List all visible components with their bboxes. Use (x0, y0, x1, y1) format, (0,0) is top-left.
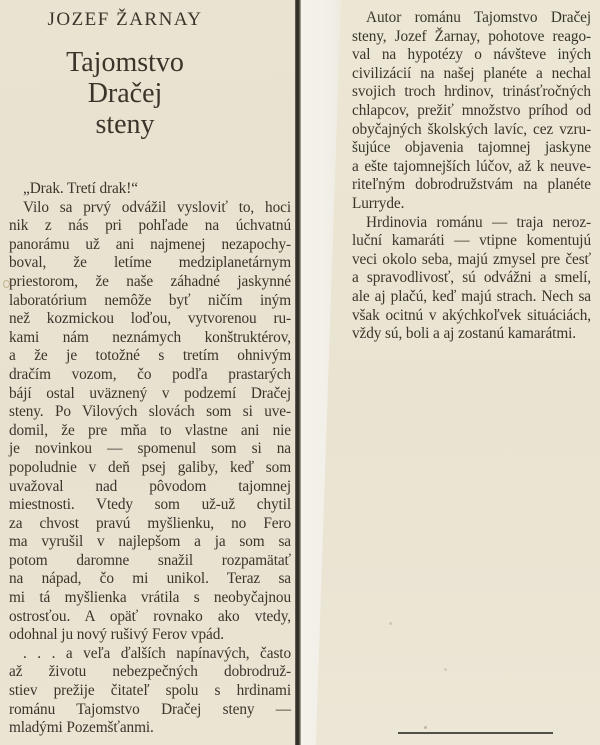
text-line: Hrdinovia románu — traja neroz- (366, 213, 591, 231)
text-line: Vilo sa prvý odvážil vysloviť to, hoci (23, 198, 291, 216)
text-line: až životu nebezpečných dobrodruž- (9, 663, 291, 681)
text-line: laboratórium nemôže byť ničím iným (9, 291, 291, 309)
text-line: mi tá myšlienka vrátila s neobyčajnou (9, 589, 291, 607)
text-line: ostrosťou. A opäť rovnako ako vtedy, (9, 607, 291, 625)
text-line: mladými Pozemšťanmi. (9, 719, 154, 737)
paragraph (9, 180, 291, 199)
text-line: „Drak. Tretí drak!“ (23, 180, 138, 197)
text-line: ma vyrušil v najlepšom a ja som sa (9, 533, 291, 551)
text-line: steny, Jozef Žarnay, pohotove reago- (352, 27, 591, 45)
book-title (0, 47, 250, 140)
paragraph (9, 645, 291, 738)
text-line: popoludnie v deň psej galiby, keď som (9, 458, 291, 476)
title-line: Tajomstvo (66, 47, 184, 78)
text-line: než kozmickou loďou, vytvorenou ru- (9, 310, 291, 328)
dust-speck (424, 726, 427, 729)
text-line: odohnal ju nový rušivý Ferov vpád. (9, 626, 224, 644)
text-line: je novinkou — spomenul som si na (9, 440, 291, 458)
left-page (0, 0, 295, 745)
text-line: obyčajných školských lavíc, cez vzru- (352, 120, 591, 138)
text-line: steny. Po Vilových slovách som si uve- (9, 403, 291, 421)
footer-rule (398, 732, 553, 734)
text-line: však ocitnú v akýchkoľvek situáciách, (352, 306, 591, 324)
text-line: stiev prežije čitateľ spolu s hrdinami (9, 682, 291, 700)
dust-speck (444, 668, 447, 671)
text-line: dračím vozom, čo podľa prastarých (9, 365, 291, 383)
text-line: priestorom, že naše záhadné jaskynné (9, 272, 291, 290)
text-line: a ešte tajomnejších lúčov, až k neuve- (352, 157, 591, 175)
text-line: bájí ostal uväznený v podzemí Dračej (9, 384, 291, 402)
text-line: panorámu už ani najmenej nezapochy- (9, 235, 291, 253)
dust-speck (389, 622, 392, 625)
text-line: svojich troch hrdinov, trinásťročných (352, 83, 591, 101)
text-line: za chvost pravú myšlienku, no Fero (9, 514, 291, 532)
text-line: boval, že letíme medziplanetárnym (9, 254, 291, 272)
text-line: Autor románu Tajomstvo Dračej (366, 9, 591, 26)
paragraph (352, 214, 591, 344)
text-line: románu Tajomstvo Dračej steny — (9, 700, 291, 718)
text-line: na nápad, čo mi unikol. Teraz sa (9, 570, 291, 588)
title-line: Dračej (87, 78, 163, 109)
text-line: šujúce objavenia tajomnej jaskyne (352, 139, 591, 157)
text-line: kami nám neznámych konštruktérov, (9, 328, 291, 346)
text-line: . . . a veľa ďalších napínavých, často (23, 644, 291, 662)
text-line: riteľným dobrodružstvám na planéte (352, 176, 591, 194)
text-line: a spravodlivosť, sú odvážni a smelí, (352, 269, 591, 287)
paragraph (352, 9, 591, 214)
right-column-text (352, 9, 591, 344)
text-line: Lurryde. (352, 194, 405, 212)
spine-shadow-line (294, 0, 301, 745)
text-line: nik z nás pri pohľade na úchvatnú (9, 217, 291, 235)
text-line: potom daromne snažil rozpamätať (9, 551, 291, 569)
text-line: domil, že pre mňa to vlastne ani nie (9, 421, 291, 439)
left-column-text (9, 180, 291, 738)
text-line: chlapcov, prežiť množstvo príhod od (352, 101, 591, 119)
text-line: vždy sú, boli a aj zostanú kamarátmi. (352, 325, 576, 343)
text-line: val na hypotézy o návšteve iných (352, 46, 591, 64)
text-line: ale aj plačú, keď majú strach. Nech sa (352, 287, 591, 305)
text-line: miestnosti. Vtedy som už-už chytil (9, 496, 291, 514)
text-line: civilizácií na našej planéte a nechal (352, 64, 591, 82)
text-line: uvažoval nad pôvodom tajomnej (9, 477, 291, 495)
dust-speck (3, 280, 10, 288)
text-line: luční kamaráti — vtipne komentujú (352, 232, 591, 250)
title-line: steny (95, 109, 155, 140)
text-line: a že je totožné s tretím ohnivým (9, 347, 291, 365)
text-line: veci okolo seba, majú zmysel pre česť (352, 250, 591, 268)
author-name: JOZEF ŽARNAY (47, 9, 203, 30)
paragraph (9, 199, 291, 645)
